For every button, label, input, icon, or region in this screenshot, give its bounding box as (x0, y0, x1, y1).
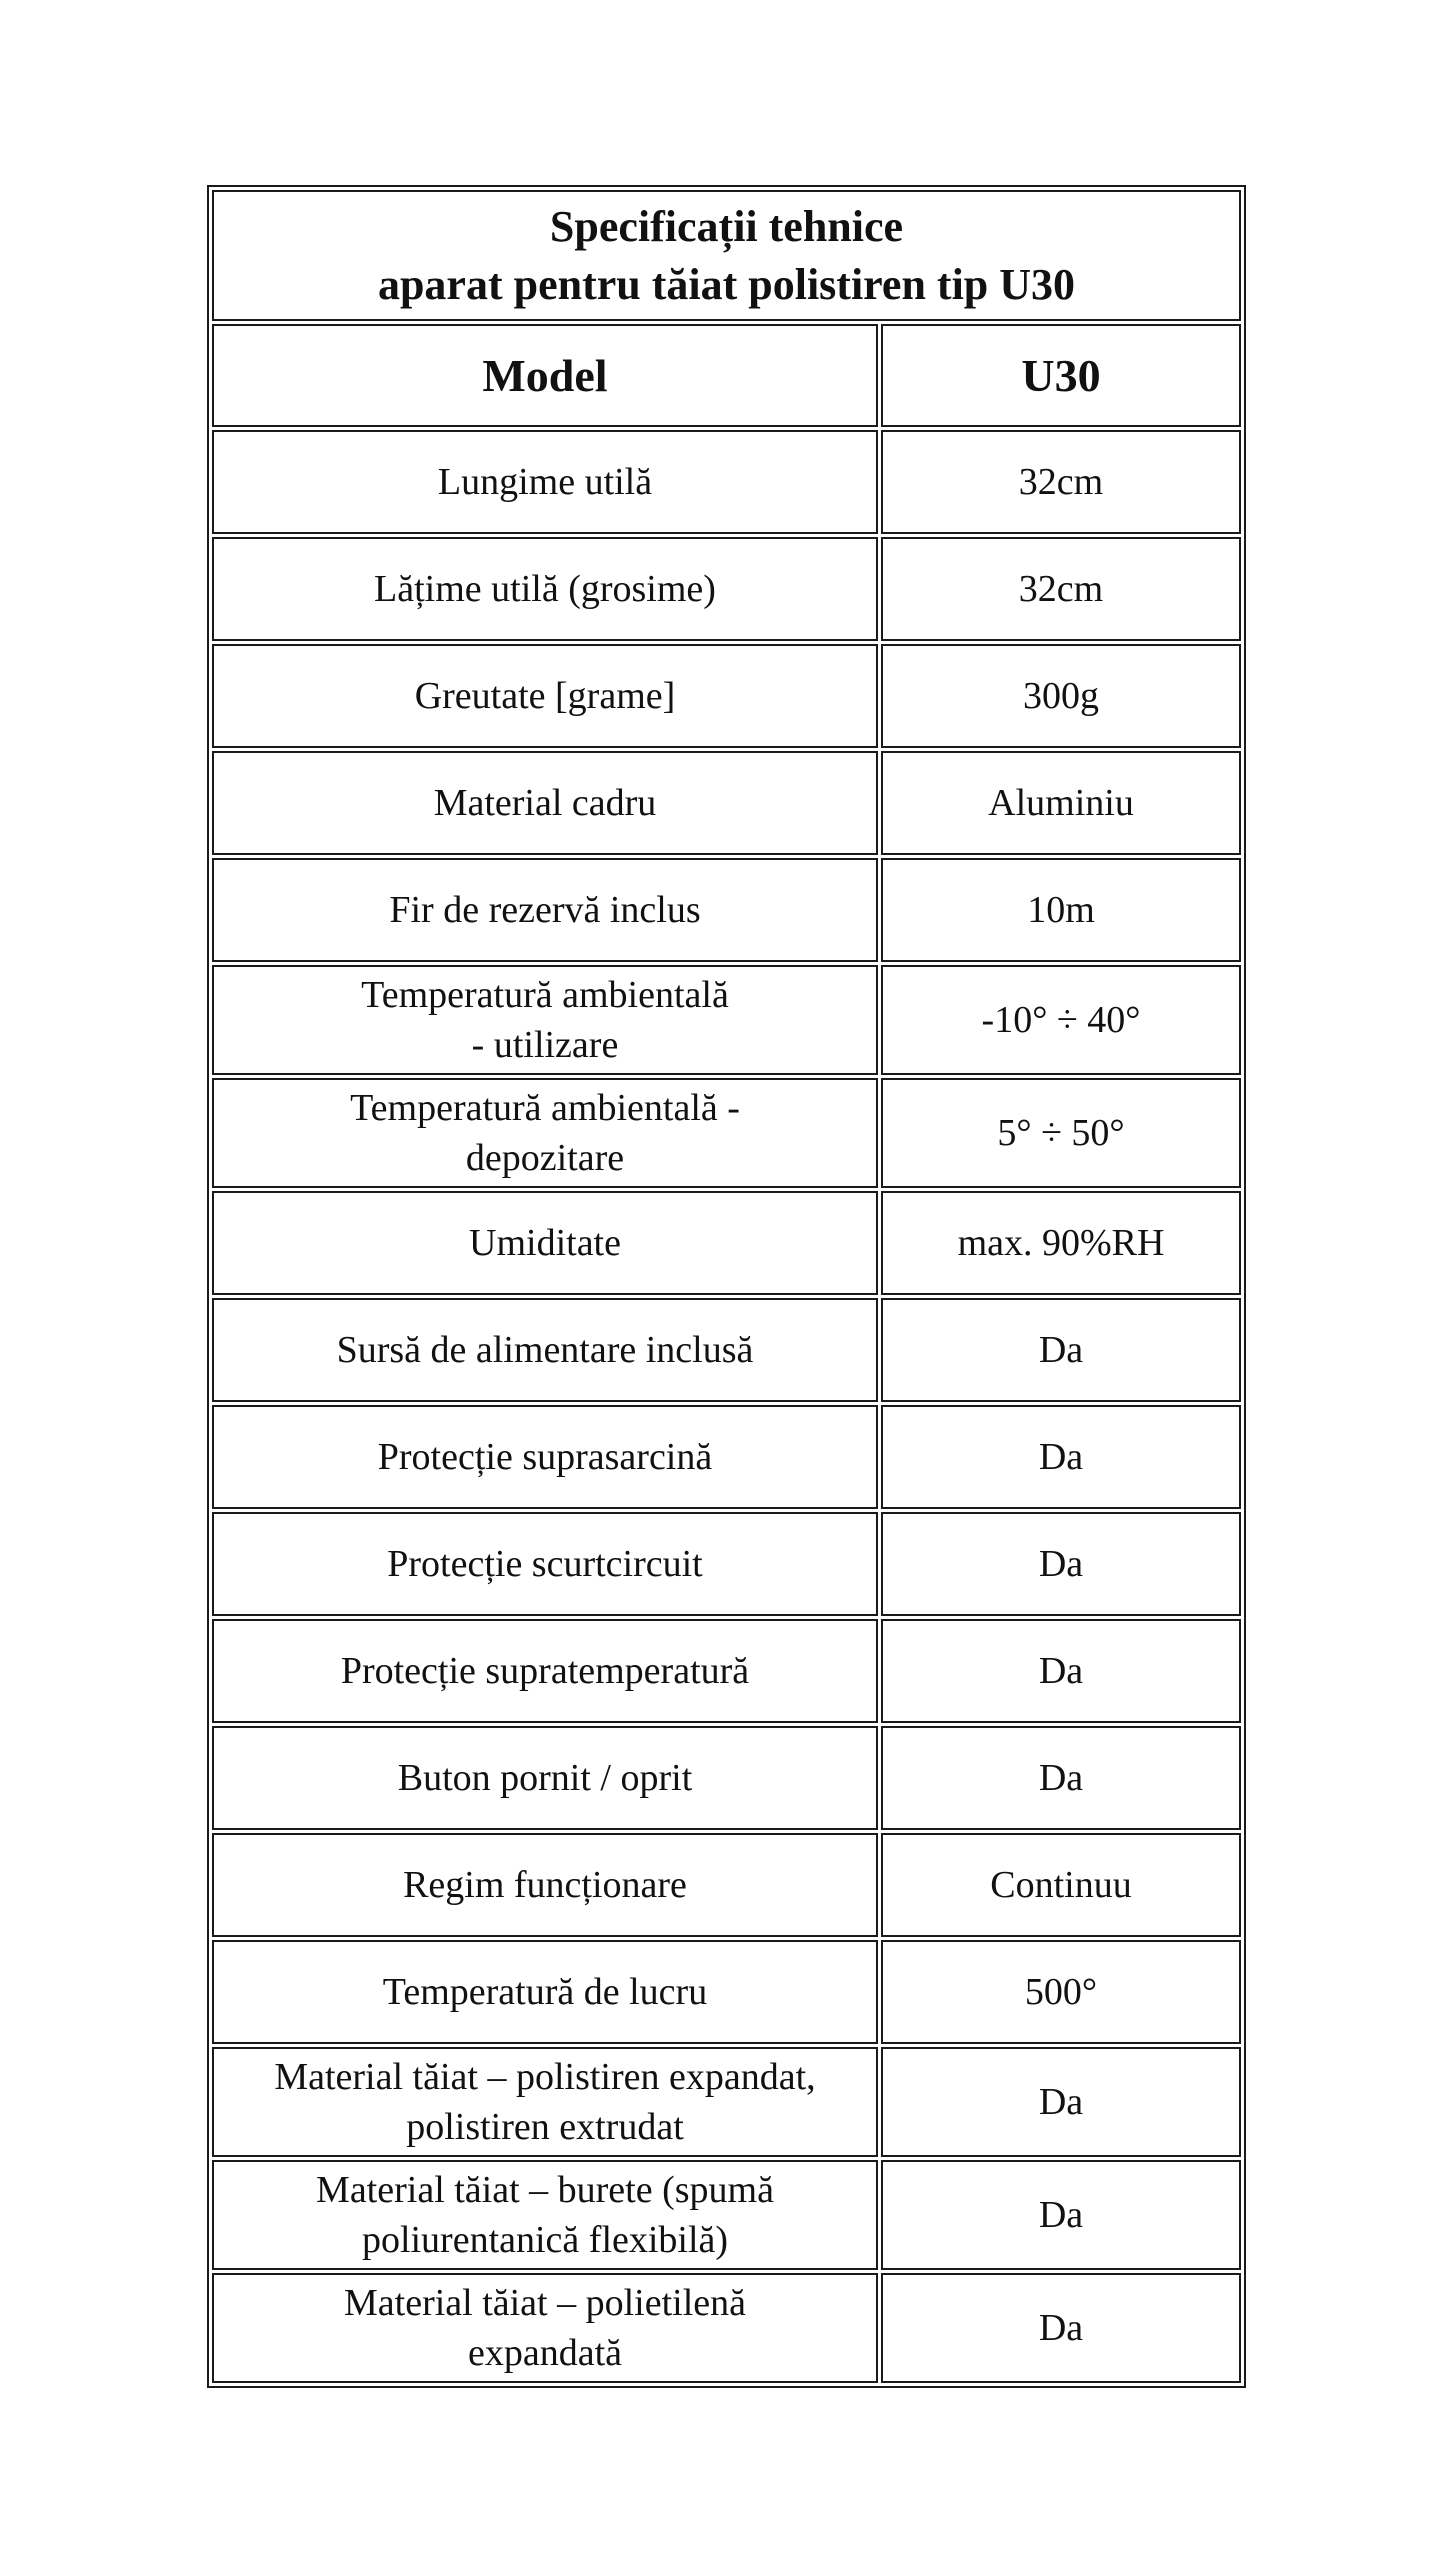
table-row (212, 1940, 1241, 2044)
spec-label-line: Lungime utilă (437, 461, 653, 503)
table-row (212, 644, 1241, 748)
spec-label-line: Protecție supratemperatură (340, 1650, 750, 1692)
spec-label-line: Material cadru (433, 782, 657, 824)
title-line-2: aparat pentru tăiat polistiren tip U30 (377, 259, 1076, 309)
spec-label-line: Lățime utilă (grosime) (374, 568, 716, 610)
spec-label (212, 1298, 878, 1402)
spec-label (212, 1405, 878, 1509)
spec-value: Da (881, 2047, 1241, 2157)
spec-label-line: - utilizare (471, 1024, 619, 1066)
spec-label (212, 537, 878, 641)
table-row (212, 2160, 1241, 2270)
spec-label-line: Protecție suprasarcină (377, 1436, 713, 1478)
table-row (212, 1405, 1241, 1509)
table-row (212, 1726, 1241, 1830)
spec-label-line: Material tăiat – polietilenă (343, 2282, 746, 2324)
spec-value: Da (881, 2160, 1241, 2270)
spec-label-line: polistiren extrudat (406, 2106, 684, 2148)
spec-label (212, 1512, 878, 1616)
spec-label (212, 1833, 878, 1937)
spec-value: 5° ÷ 50° (881, 1078, 1241, 1188)
spec-value: 32cm (881, 430, 1241, 534)
spec-label (212, 751, 878, 855)
spec-label-line: Greutate [grame] (414, 675, 676, 717)
header-row (212, 324, 1241, 427)
table-row (212, 430, 1241, 534)
table-row (212, 2047, 1241, 2157)
spec-value: Da (881, 1619, 1241, 1723)
spec-label (212, 1726, 878, 1830)
spec-label-line: Regim funcționare (403, 1864, 687, 1906)
spec-label-line: Umiditate (469, 1222, 621, 1264)
table-row (212, 1298, 1241, 1402)
spec-value: Da (881, 1512, 1241, 1616)
spec-label (212, 2273, 878, 2383)
spec-value: 32cm (881, 537, 1241, 641)
spec-label-line: Fir de rezervă inclus (389, 889, 701, 931)
spec-label (212, 1940, 878, 2044)
spec-label-line: Temperatură de lucru (382, 1971, 708, 2013)
spec-label (212, 644, 878, 748)
header-label: Model (212, 324, 878, 427)
table-row (212, 965, 1241, 1075)
spec-sheet (207, 185, 1242, 2388)
spec-label-line: Temperatură ambientală - (350, 1087, 740, 1129)
spec-label (212, 1191, 878, 1295)
table-row (212, 1078, 1241, 1188)
spec-value: Aluminiu (881, 751, 1241, 855)
spec-label (212, 1619, 878, 1723)
header-value: U30 (881, 324, 1241, 427)
table-title (212, 190, 1241, 321)
spec-value: -10° ÷ 40° (881, 965, 1241, 1075)
spec-value: Da (881, 2273, 1241, 2383)
spec-value: 10m (881, 858, 1241, 962)
table-row (212, 1512, 1241, 1616)
spec-value: Da (881, 1726, 1241, 1830)
spec-label (212, 965, 878, 1075)
spec-label-line: depozitare (465, 1137, 625, 1179)
spec-value: 500° (881, 1940, 1241, 2044)
spec-value: max. 90%RH (881, 1191, 1241, 1295)
spec-value: 300g (881, 644, 1241, 748)
table-row (212, 751, 1241, 855)
spec-label-line: expandată (467, 2332, 623, 2374)
spec-label-line: Protecție scurtcircuit (387, 1543, 703, 1585)
spec-label-line: Buton pornit / oprit (397, 1757, 693, 1799)
table-row (212, 537, 1241, 641)
title-line-1: Specificații tehnice (549, 201, 904, 251)
spec-value: Da (881, 1298, 1241, 1402)
table-row (212, 1833, 1241, 1937)
spec-label (212, 430, 878, 534)
spec-label (212, 2047, 878, 2157)
table-row (212, 1191, 1241, 1295)
table-row (212, 1619, 1241, 1723)
spec-value: Continuu (881, 1833, 1241, 1937)
spec-table (207, 185, 1246, 2388)
spec-label-line: Material tăiat – burete (spumă (316, 2169, 774, 2211)
title-row (212, 190, 1241, 321)
spec-label-line: Temperatură ambientală (361, 974, 729, 1016)
spec-label (212, 858, 878, 962)
spec-label (212, 1078, 878, 1188)
table-row (212, 2273, 1241, 2383)
spec-label-line: Sursă de alimentare inclusă (336, 1329, 754, 1371)
table-row (212, 858, 1241, 962)
spec-label-line: Material tăiat – polistiren expandat, (274, 2056, 816, 2098)
spec-label (212, 2160, 878, 2270)
spec-label-line: poliurentanică flexibilă) (361, 2219, 729, 2261)
spec-value: Da (881, 1405, 1241, 1509)
